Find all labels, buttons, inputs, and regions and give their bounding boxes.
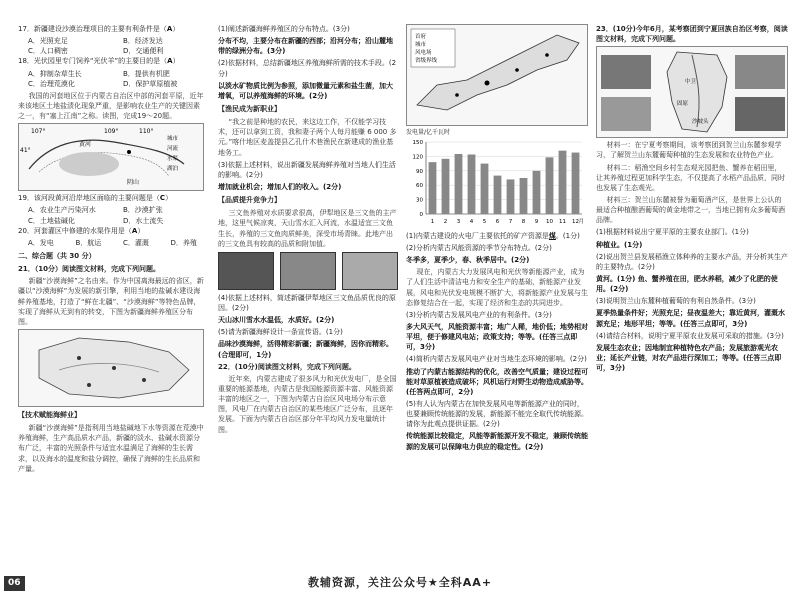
- x-tick-label: 5: [482, 218, 487, 225]
- map-label-110: 110°: [139, 128, 154, 136]
- city-marker: [515, 68, 519, 72]
- q22-sub4: (4)简析内蒙古发展风电产业对当地生态环境的影响。(2分): [406, 355, 587, 364]
- map-label-41: 41°: [20, 147, 31, 155]
- map-label-yinchuan: 中卫: [685, 79, 697, 86]
- q22-paragraph: 近年来，内蒙古建成了很多风力和光伏发电厂，是全国重要的能源基地，内蒙古是我国能源资源丰富、风能资源丰富的地区之一，下图为内蒙古自治区风电场分布示意图，风电厂在内蒙古自治区的某些地区广泛分布，且逐年发展。下面为内蒙古自治区部分年平均风力发电量统计图。: [218, 374, 397, 434]
- question-19: 19．该河段黄河沿岸地区面临的主要问题是（C）: [18, 194, 173, 203]
- question-21: 21．（10分）阅读图文材料，完成下列问题。: [18, 265, 160, 274]
- bar: [546, 157, 554, 214]
- q22-sub5: (5)有人认为内蒙古在加快发展风电等新能源产业的同时，也要兼顾传统能源的发展，新能源不能完全取代传统能源。请你为此观点提供证据。(2分): [406, 399, 588, 429]
- bar: [494, 175, 502, 213]
- xinjiang-map: [18, 329, 204, 407]
- q18-options-2: C．治理荒漠化 D．保护草原植被: [28, 79, 178, 88]
- q22-sub3: (3)分析内蒙古发展风电产业的有利条件。(3分): [406, 310, 552, 319]
- q21-sub3-answer: 增加就业机会；增加人们的收入。(2分): [218, 182, 342, 191]
- legend-wind-farm: 风电场: [415, 50, 432, 56]
- legend-boundary: 省级界线: [415, 58, 438, 64]
- section-2-title: 二、综合题（共 30 分）: [18, 251, 96, 260]
- fish-farm-marker: [87, 383, 91, 387]
- q23-sub4-answer: 发展生态农业；因地制宜种植特色农产品；发展旅游观光农业；延长产业链，对农产品进行深加工；等等。(任答三点即可，3分): [596, 343, 782, 373]
- y-tick-label: 60: [416, 182, 423, 189]
- fish-farm-marker: [77, 356, 81, 360]
- city-marker: [545, 53, 549, 57]
- intro-paragraph: 我国的河套地区位于内蒙古自治区中部的河套平原，近年来该地区土地盐渍化现象严重，是影响农业生产的关键因素之一，有“塞上江南”之称。读图，完成19～20题。: [18, 91, 204, 121]
- map-label-guyuan: 沙坡头: [692, 119, 709, 126]
- x-tick-label: 10: [546, 218, 553, 225]
- q23-sub2-answer: 黄河。(1分) 鱼、蟹养殖在田，肥水养稻，减少了化肥的使用。(2分): [596, 274, 778, 294]
- column-2: [218, 24, 398, 437]
- q19-options-2: C．土地盐碱化 D．水土流失: [28, 216, 164, 225]
- y-tick-label: 30: [416, 197, 423, 204]
- question-20: 20．河套灌区中修建的水渠作用是（A）: [18, 226, 145, 235]
- bar: [559, 150, 567, 213]
- x-tick-label: 7: [508, 218, 513, 225]
- inner-mongolia-map: [406, 24, 588, 126]
- q23-sub2: (2)说出贺兰县发展稻渔立体种养的主要水产品，并分析其生产的主要特点。(2分): [596, 252, 788, 271]
- fish-farm-marker: [142, 378, 146, 382]
- column-3: [406, 24, 588, 454]
- q20-options: A．发电 B．航运 C．灌溉 D．养殖: [28, 238, 197, 247]
- bar: [429, 162, 437, 214]
- y-tick-label: 90: [416, 168, 423, 175]
- q17-options: A．光照充足 B．经济发达: [28, 37, 163, 46]
- legend-canal: 水渠: [167, 156, 179, 163]
- y-tick-label: 0: [419, 211, 423, 218]
- fishermen-paragraph: “我之前是种地的农民，来这边工作，不仅能学习技术，还可以拿到工资，我和妻子两个人每月能赚 6 000 多元。”喀什地区麦盖提县乙孔什木巷渔民在新建成的渔业基地务工。: [218, 118, 397, 157]
- xinjiang-map-svg: [19, 330, 205, 406]
- x-tick-label: 3: [456, 218, 461, 225]
- q22-sub3-answer: 多大风天气，风能资源丰富；地广人稀，地价低；地势相对平坦，便于修建风电站；政策支持；等等。(任答三点即可，3分): [406, 322, 588, 352]
- city-marker: [127, 150, 131, 154]
- seafood-dish-photo: [342, 252, 398, 290]
- legend-lake: 湖泊: [167, 166, 179, 173]
- q23-sub3-answer: 夏季热量条件好；光照充足；昼夜温差大；靠近黄河，灌溉水源充足；地形平坦；等等。(任答三点即可，3分): [596, 309, 785, 328]
- q21-sub5: (5)请为新疆海鲜设计一条宣传语。(1分): [218, 328, 343, 337]
- map-label-yellow-river: 黄河: [79, 141, 92, 149]
- hetao-map: [18, 123, 204, 191]
- q21-sub1: (1)阐述新疆海鲜养殖区的分布特点。(3分): [218, 25, 350, 33]
- hetao-map-svg: [19, 124, 205, 190]
- question-23: 23．(10分)今年6月，某考察团到宁夏回族自治区考察，阅读图文材料，完成下列问题。: [596, 25, 788, 44]
- photo-row: [218, 252, 398, 290]
- material-3: 材料三：贺兰山东麓被誉为葡萄酒产区，是世界上公认的最适合种植酿酒葡萄的黄金地带之一，当地已拥有众多葡萄酒品牌。: [596, 195, 785, 225]
- q22-sub2: (2)分析内蒙古风能资源的季节分布特点。(2分): [406, 243, 552, 252]
- legend-city: 城市: [415, 42, 427, 48]
- x-axis-label: 月: [578, 218, 584, 225]
- bar: [507, 179, 515, 214]
- bar: [468, 154, 476, 214]
- q23-sub4: (4)请结合材料，说明宁夏平原农业发展可采取的措施。(3分): [596, 331, 784, 340]
- x-tick-label: 12: [572, 218, 579, 225]
- column-1: [18, 24, 204, 476]
- q22-sub4-answer: 推动了内蒙古能源结构的优化，改善空气质量；建设过程可能对草原植被造成破坏；风机运行对野生动物造成威胁等。(任答两点即可，2分): [406, 367, 588, 396]
- map-label-yinshan: 阴山: [127, 179, 140, 187]
- rice-field-photo: [601, 97, 651, 131]
- q21-sub4-answer: 天山冰川雪水水温低，水质好。(2分): [218, 316, 335, 325]
- map-label-zhongwei: 固原: [677, 101, 689, 108]
- salmon-photo: [280, 252, 336, 290]
- capital-marker: [485, 81, 490, 86]
- fish-pond-photo: [218, 252, 274, 290]
- q21-sub2-answer: 以淡水矿物质比例为参照，添加微量元素和盐生菌，加大增氧，可以养殖海鲜的环境。(2分): [218, 81, 393, 100]
- map-label-107: 107°: [31, 128, 46, 136]
- q23-sub1: (1)根据材料说出宁夏平原的主要农业部门。(1分): [596, 228, 749, 237]
- fish-farm-marker: [112, 366, 116, 370]
- quality-paragraph: 三文鱼养殖对水质要求很高，伊犁地区是三文鱼的主产地，这里气候凉爽，天山雪水汇入河流，水温适宜三文鱼生长，养殖的三文鱼肉质鲜美，深受市场青睐。此地产出的三文鱼具有较高的品质和附加值。: [218, 209, 397, 248]
- x-tick-label: 2: [443, 218, 448, 225]
- q18-options: A．抑制杂草生长 B．提供有机肥: [28, 69, 170, 78]
- x-tick-label: 11: [559, 218, 566, 225]
- q21-paragraph: 新疆“沙漠海鲜”之名由来。作为中国离海最远的省区，新疆以“沙漠海鲜”为发展的新引擎，利用当地的盐碱水建设海鲜养殖基地，打造了“鲜在北疆”、“沙漠海鲜”等特色品牌，实现了海鲜从无到有的转变，下图为新疆海鲜养殖区分布图。: [18, 277, 204, 326]
- map-label-109: 109°: [104, 128, 119, 136]
- q22-sub2-answer: 冬季多，夏季少，春、秋季居中。(2分): [406, 256, 530, 265]
- legend-capital: 首府: [415, 34, 427, 40]
- q21-sub5-answer: 品味沙漠海鲜，活得精彩新疆；新疆海鲜，因你而精彩。(合理即可，1分): [218, 340, 393, 359]
- q22-sub1: (1)内蒙古建设的火电厂主要依托的矿产资源是煤。(1分): [406, 231, 580, 240]
- sand-lake-photo: [735, 97, 785, 131]
- question-17: 17．新疆建设沙漠治理项目的主要有利条件是（A）: [18, 25, 180, 33]
- tag-tech: 【技术赋能海鲜业】: [18, 410, 81, 419]
- material-2: 材料二：稻渔空间乡村生态观光园把鱼、蟹养在稻田里，让其养殖过程更加科学生态，不仅提高了水稻产品品质，同时也发展了生态观光。: [596, 163, 785, 192]
- bar-chart-title: 发电量/亿千瓦时: [406, 129, 451, 136]
- q21-sub1-answer: 分布不均，主要分布在新疆的西部；沿河分布；沿山麓地带的绿洲分布。(3分): [218, 37, 393, 56]
- grape-photo: [735, 55, 785, 89]
- y-tick-label: 120: [412, 154, 423, 161]
- ningxia-map-svg: [597, 47, 789, 137]
- legend-river: 河流: [167, 146, 179, 153]
- film-city-photo: [601, 55, 651, 89]
- bar: [455, 154, 463, 214]
- page-number-badge: 06: [4, 576, 25, 591]
- y-tick-label: 150: [412, 139, 423, 146]
- tag-quality: 【品质提升竞争力】: [218, 196, 281, 205]
- tag-fishermen: 【渔民成为新职业】: [218, 104, 281, 113]
- city-marker: [455, 93, 459, 97]
- q23-sub1-answer: 种植业。(1分): [596, 240, 643, 249]
- bar: [533, 170, 541, 213]
- material-1: 材料一：在宁夏考察期间，该考察团到贺兰山东麓参观学习，了解贺兰山东麓葡萄种植的生态发展和农业特色产业。: [596, 141, 782, 160]
- q21-sub3: (3)依据上述材料，说出新疆发展海鲜养殖对当地人们生活的影响。(2分): [218, 160, 396, 179]
- bar: [572, 152, 580, 213]
- irrigation-area: [59, 152, 119, 176]
- q17-options-2: C．人口稠密 D．交通便利: [28, 47, 164, 56]
- q19-options: A．农业生产污染河水 B．沙漠扩张: [28, 206, 163, 215]
- footer-watermark: 教辅资源，关注公众号★全科AA+: [307, 576, 493, 590]
- bar: [520, 178, 528, 214]
- question-22: 22．(10分)阅读图文材料，完成下列问题。: [218, 362, 356, 371]
- q21-sub4: (4)依据上述材料，简述新疆伊犁地区三文鱼品质优良的原因。(2分): [218, 293, 396, 312]
- legend-city: 城市: [167, 136, 179, 143]
- q23-sub3: (3)说明贺兰山东麓种植葡萄的有利自然条件。(3分): [596, 297, 756, 306]
- bar: [481, 163, 489, 213]
- x-tick-label: 4: [469, 218, 474, 225]
- q21b-paragraph: 新疆“沙漠海鲜”是指利用当地盐碱地下水等资源在荒漠中养殖海鲜，生产高品质水产品，新疆的淡水、盐碱水资源分布广泛，丰富的光照条件与适宜水温满足了海鲜的生长需求，以及海水的温度和盐分调控，确保了海鲜的生长品质和产量。: [18, 424, 204, 473]
- x-tick-label: 8: [521, 218, 526, 225]
- q22-paragraph-2: 现在，内蒙古大力发展风电和光伏等新能源产业，成为了人们生活中清洁电力和安全生产的基础，新能源产业发展，风电和光伏发电规模不断扩大，将新能源产业发展与生态修复结合在一起，实现了经济和生态的共同进步。: [406, 268, 588, 307]
- column-4: [596, 24, 788, 375]
- ningxia-map: [596, 46, 788, 138]
- power-generation-chart: [406, 138, 588, 228]
- x-tick-label: 1: [430, 218, 435, 225]
- inner-mongolia-svg: [407, 25, 589, 125]
- question-18: 18．光伏园里专门饲养“光伏羊”的主要目的是（A）: [18, 57, 180, 66]
- q21-sub2: (2)依据材料，总结新疆地区养殖海鲜所需的技术手段。(2分): [218, 59, 397, 78]
- x-tick-label: 9: [534, 218, 539, 225]
- q22-sub5-answer: 传统能源比较稳定，风能等新能源开发不稳定，兼顾传统能源的发展可以保障电力供应的稳定性。(2分): [406, 432, 588, 451]
- bar: [442, 158, 450, 213]
- x-tick-label: 6: [495, 218, 500, 225]
